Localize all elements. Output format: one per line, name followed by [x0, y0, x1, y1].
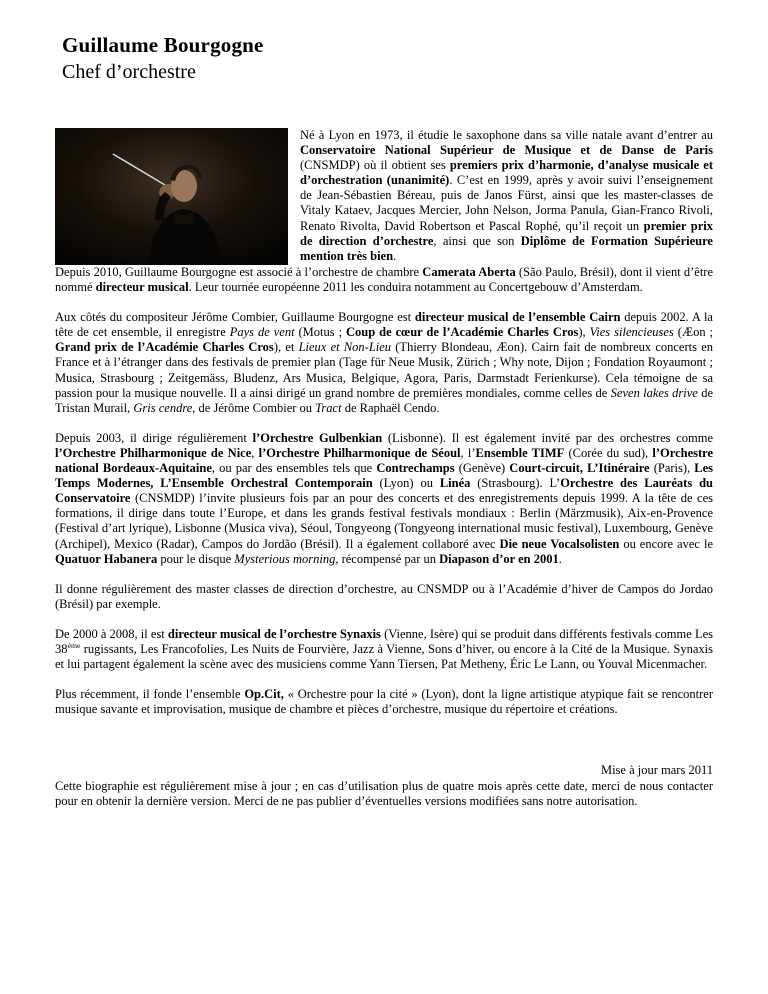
- text-run: Coup de cœur de l’Académie Charles Cros: [346, 325, 579, 340]
- text-run: premiers prix d’harmonie, d’analyse musicale et d’orchestration (unanimité): [300, 158, 713, 188]
- text-run: Quatuor Habanera: [55, 551, 158, 566]
- text-run: directeur musical de l’ensemble Cairn: [414, 310, 621, 325]
- text-run: « Orchestre pour la cité » (Lyon), dont la ligne artistique atypique fait se rencontrer musique savante et improvisation, musique de chambre et pièces d’orchestre, musique du répertoire et créations.: [55, 687, 713, 717]
- text-run: Conservatoire National Supérieur de Musique et de Danse de Paris: [300, 143, 713, 158]
- footer-disclaimer: [55, 779, 713, 809]
- text-run: (Motus ;: [294, 325, 347, 340]
- text-run: , l’: [460, 445, 476, 460]
- paragraph: [55, 310, 713, 416]
- text-run: Court-circuit, L’Itinéraire: [509, 461, 650, 476]
- text-run: Il donne régulièrement des master classes de direction d’orchestre, au CNSMDP ou à l’Académie d’hiver de Campos do Jordao (Brésil) par exemple.: [55, 581, 713, 611]
- conductor-photo-image: [55, 128, 288, 265]
- text-run: rugissants, Les Francofolies, Les Nuits de Fourvière, Jazz à Vienne, Sons d’hiver, ou encore à la Cité de la Musique. Synaxis et lui partagent également la scène avec des musiciens comme Yann Tiersen, Pat Metheny, Éric Le Lann, ou Youval Micenmacher.: [55, 641, 713, 672]
- document-header: [62, 33, 713, 84]
- text-run: directeur musical: [95, 280, 189, 295]
- text-run: Depuis 2003, il dirige régulièrement: [55, 430, 253, 445]
- text-run: . C’est en 1999, après y avoir suivi l’enseignement de Jean-Sébastien Béreau, puis de Janos Fürst, ainsi que les master-classes de Vitaly Kataev, Jacques Mercier, John Nelson, Jorma Panula, Gian-Franco Rivoli, Renato Rivolta, David Robertson et Pascal Rophé, qu’il reçoit un: [300, 173, 713, 233]
- text-run: (Lisbonne). Il est également invité par des orchestres comme: [382, 430, 713, 445]
- text-run: ou encore avec le: [619, 536, 713, 551]
- text-run: , récompensé par un: [335, 551, 440, 566]
- text-run: l’Orchestre national Bordeaux-Aquitaine: [55, 445, 714, 476]
- text-run: Ensemble TIMF: [475, 445, 565, 460]
- text-run: (Paris),: [649, 461, 695, 476]
- text-run: Die neue Vocalsolisten: [499, 536, 620, 551]
- text-run: (CNSMDP) l’invite plusieurs fois par an pour des concerts et des enregistrements depuis 1999. A la tête de ces formations, il dirige dans toute l’Europe, et dans les grands festival festivals mondiaux : Berlin (Märzmusik), Aix-en-Provence (Festival d’art lyrique), Lisbonne (Musica viva), Séoul, Tongyeong (Tongyeong international music festival), Luxembourg, Genève (Archipel), Mexico (Radar), Campos do Jordão (Brésil). Il a également collaboré avec: [55, 491, 713, 551]
- text-run: Orchestre des Lauréats du Conservatoire: [55, 476, 713, 506]
- text-run: (CNSMDP) où il obtient ses: [300, 158, 450, 173]
- text-run: (Genève): [454, 461, 510, 476]
- text-run: Les Temps Modernes, L’Ensemble Orchestral Contemporain: [55, 461, 714, 491]
- text-run: (Lyon) ou: [372, 476, 440, 491]
- text-run: Pays de vent: [229, 325, 295, 340]
- intro-paragraph: [300, 128, 713, 264]
- text-run: , ainsi que son: [433, 233, 521, 248]
- text-run: (Thierry Blondeau, Æon). Cairn fait de nombreux concerts en France et à l’étranger dans des festivals de premier plan (Tage für Neue Musik, Zürich ; Why note, Dijon ; Fondation Royaumont ; Musica, Strasbourg ; Zeitgemäss, Bludenz, Ars Musica, Belgique, Agora, Paris, Darmstadt Ferienkurse). Cela témoigne de sa passion pour la musique nouvelle. Il a ainsi dirigé un grand nombre de premières mondiales, comme celles de: [55, 340, 714, 400]
- text-run: Né à Lyon en 1973, il étudie le saxophone dans sa ville natale avant d’entrer au: [300, 128, 713, 142]
- text-run: .: [558, 551, 562, 566]
- text-run: .: [393, 248, 397, 263]
- paragraph: [55, 627, 713, 672]
- text-run: Vies silencieuses: [589, 325, 674, 340]
- text-run: Depuis 2010, Guillaume Bourgogne est associé à l’orchestre de chambre: [55, 265, 423, 279]
- text-run: pour le disque: [157, 551, 235, 566]
- text-run: ,: [251, 445, 259, 460]
- text-run: Mysterious morning: [234, 551, 336, 566]
- text-run: directeur musical de l’orchestre Synaxis: [167, 626, 381, 641]
- paragraph: [55, 687, 713, 717]
- text-run: ), et: [273, 340, 299, 355]
- text-run: Seven lakes drive: [610, 385, 698, 400]
- text-run: l’Orchestre Gulbenkian: [252, 430, 383, 445]
- intro-section: [55, 128, 713, 265]
- text-run: Gris cendre: [133, 400, 193, 415]
- page-title: Guillaume Bourgogne: [62, 33, 264, 57]
- text-run: Tract: [315, 400, 342, 415]
- text-run: Plus récemment, il fonde l’ensemble: [55, 687, 245, 702]
- text-run: l’Orchestre Philharmonique de Nice: [55, 445, 252, 460]
- text-run: Diplôme de Formation Supérieure mention très bien: [300, 233, 713, 263]
- text-run: (Vienne, Isère) qui se produit dans différents festivals comme Les 38: [55, 626, 713, 656]
- text-run: , ou par des ensembles tels que: [211, 461, 377, 476]
- paragraph: [55, 431, 713, 567]
- text-run: De 2000 à 2008, il est: [55, 626, 168, 641]
- text-run: (São Paulo, Brésil), dont il vient d’être nommé: [55, 265, 713, 295]
- conductor-photo: [55, 128, 288, 265]
- text-run: , de Jérôme Combier ou: [192, 400, 316, 415]
- text-run: Diapason d’or en 2001: [439, 551, 559, 566]
- text-run: ème: [67, 640, 81, 650]
- page-subtitle: Chef d’orchestre: [62, 61, 196, 83]
- biography-body: [55, 265, 713, 717]
- text-run: depuis 2002. A la tête de cet ensemble, il enregistre: [55, 310, 713, 340]
- text-run: Op.Cit,: [244, 687, 284, 702]
- text-run: de Raphaël Cendo.: [341, 400, 440, 415]
- text-run: Aux côtés du compositeur Jérôme Combier, Guillaume Bourgogne est: [55, 310, 415, 325]
- update-date-note: Mise à jour mars 2011: [600, 763, 713, 778]
- text-run: Contrechamps: [376, 461, 455, 476]
- text-run: ),: [578, 325, 590, 340]
- text-run: Camerata Aberta: [422, 265, 516, 279]
- text-run: . Leur tournée européenne 2011 les conduira notamment au Concertgebouw d’Amsterdam.: [188, 280, 643, 295]
- text-run: Lieux et Non-Lieu: [298, 340, 392, 355]
- text-run: Grand prix de l’Académie Charles Cros: [55, 340, 274, 355]
- text-run: de Tristan Murail,: [55, 385, 713, 415]
- text-run: l’Orchestre Philharmonique de Séoul: [258, 445, 461, 460]
- text-run: (Corée du sud),: [564, 445, 653, 460]
- paragraph: [55, 265, 713, 295]
- text-run: (Strasbourg). L’: [470, 476, 561, 491]
- text-run: (Æon ;: [673, 325, 714, 340]
- text-run: Linéa: [439, 476, 471, 491]
- text-run: Cette biographie est régulièrement mise à jour ; en cas d’utilisation plus de quatre mois après cette date, merci de nous contacter pour en obtenir la dernière version. Merci de ne pas publier d’éventuelles versions modifiées sans notre autorisation.: [55, 779, 713, 809]
- text-run: premier prix de direction d’orchestre: [300, 218, 713, 248]
- paragraph: [55, 582, 713, 612]
